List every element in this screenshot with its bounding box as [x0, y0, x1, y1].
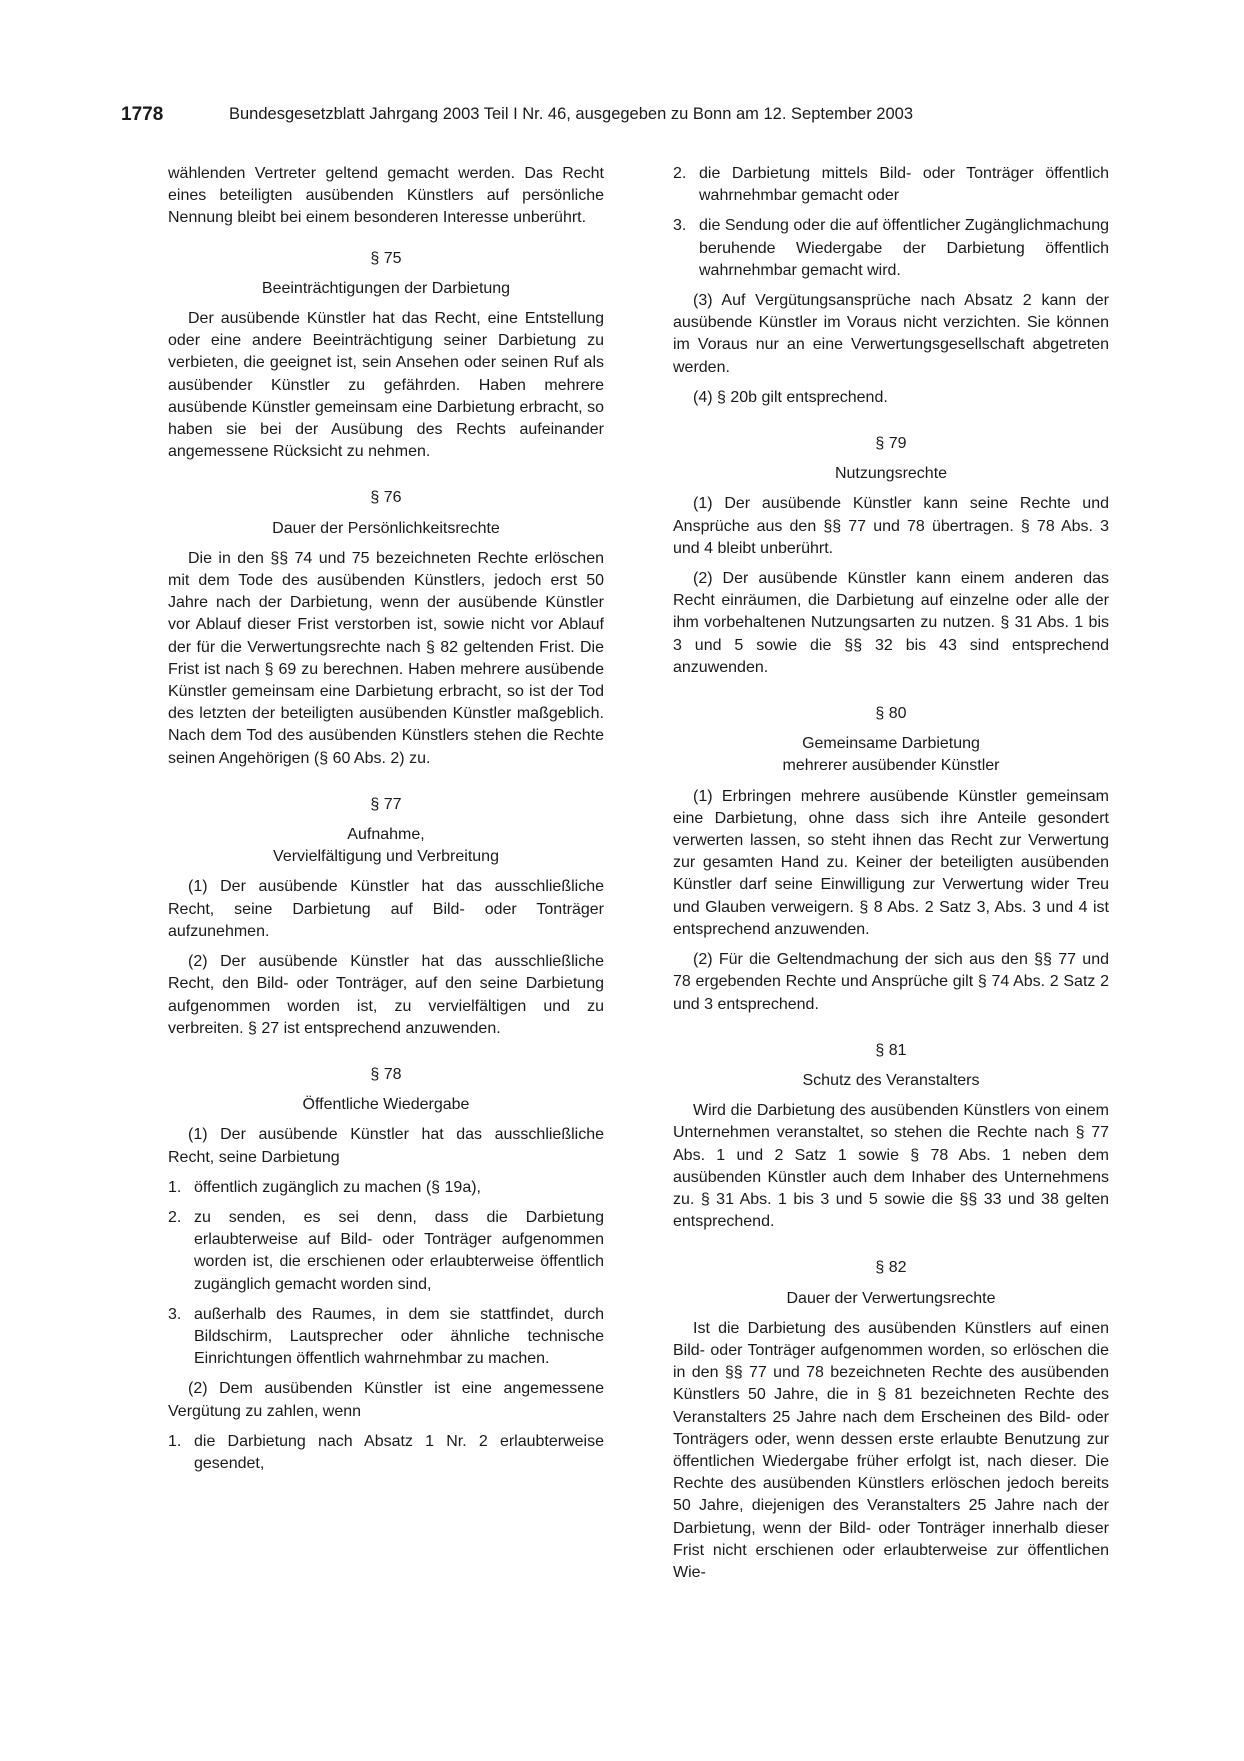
section-81-number: § 81: [875, 1041, 907, 1059]
section-78-paragraph-4: (4) § 20b gilt entsprechend.: [693, 388, 888, 406]
section-77-paragraph-1: (1) Der ausübende Künstler hat das ausschließliche Recht, seine Darbietung auf Bild- oder Tonträger aufzunehmen.: [168, 878, 604, 940]
list-item-number: 3.: [673, 217, 687, 235]
section-77-title-line1: Aufnahme,: [347, 826, 425, 844]
section-79-paragraph-2: (2) Der ausübende Künstler kann einem anderen das Recht einräumen, die Darbietung auf einzelne oder alle der ihm vorbehaltenen Nutzungsarten zu nutzen. § 31 Abs. 1 bis 3 und 5 sowie die §§ 32 bis 43 sind entsprechend anzuwenden.: [673, 570, 1109, 676]
intro-paragraph: wählenden Vertreter geltend gemacht werden. Das Recht eines beteiligten ausübenden Künstlers auf persönliche Nennung bleibt bei einem besonderen Interesse unberührt.: [168, 165, 604, 227]
page-number: 1778: [121, 104, 164, 125]
section-77-number: § 77: [370, 795, 402, 813]
section-75-paragraph: Der ausübende Künstler hat das Recht, eine Entstellung oder eine andere Beeinträchtigung seiner Darbietung zu verbieten, die geeignet ist, sein Ansehen oder seinen Ruf als ausübender Künstler zu gefährden. Haben mehrere ausübende Künstler gemeinsam eine Darbietung erbracht, so haben sie bei der Ausübung des Rechts aufeinander angemessene Rücksicht zu nehmen.: [168, 310, 604, 461]
list-item-text: die Darbietung nach Absatz 1 Nr. 2 erlaubterweise gesendet,: [194, 1432, 604, 1472]
list-item-number: 3.: [168, 1305, 182, 1323]
section-75-number: § 75: [370, 249, 402, 267]
section-77-paragraph-2: (2) Der ausübende Künstler hat das ausschließliche Recht, den Bild- oder Tonträger, auf den seine Darbietung aufgenommen worden ist, zu vervielfältigen und zu verbreiten. § 27 ist entsprechend anzuwenden.: [168, 953, 604, 1037]
section-79-title: Nutzungsrechte: [834, 465, 948, 483]
section-76-title: Dauer der Persönlichkeitsrechte: [272, 519, 500, 537]
section-80-title-line1: Gemeinsame Darbietung: [802, 735, 980, 753]
section-76-number: § 76: [370, 489, 402, 507]
list-item: [673, 163, 1109, 207]
list-item-number: 2.: [673, 165, 687, 182]
section-81-paragraph: Wird die Darbietung des ausübenden Künstlers von einem Unternehmen veranstaltet, so stehen die Rechte nach § 77 Abs. 1 und 2 Satz 1 sowie § 78 Abs. 1 neben dem ausübenden Künstler auch dem Inhaber des Unternehmens zu. § 31 Abs. 1 bis 3 und 5 sowie die §§ 33 und 38 gelten entsprechend.: [673, 1102, 1109, 1231]
list-item: [673, 215, 1109, 282]
list-item-text: öffentlich zugänglich zu machen (§ 19a),: [194, 1178, 481, 1196]
section-76-paragraph: Die in den §§ 74 und 75 bezeichneten Rechte erlöschen mit dem Tode des ausübenden Künstlers, jedoch erst 50 Jahre nach der Darbietung, wenn der ausübende Künstler vor Ablauf dieser Frist verstorben ist, sowie nicht vor Ablauf der für die Verwertungsrechte nach § 82 geltenden Frist. Die Frist ist nach § 69 zu berechnen. Haben mehrere ausübende Künstler gemeinsam eine Darbietung erbracht, so ist der Tod des letzten der beteiligten ausübenden Künstler maßgeblich. Nach dem Tod des ausübenden Künstlers stehen die Rechte seinen Angehörigen (§ 60 Abs. 2) zu.: [168, 549, 604, 767]
running-title: Bundesgesetzblatt Jahrgang 2003 Teil I Nr. 46, ausgegeben zu Bonn am 12. September 2003: [229, 105, 914, 123]
section-79-number: § 79: [875, 435, 907, 453]
section-78-paragraph-3: (3) Auf Vergütungsansprüche nach Absatz 2 kann der ausübende Künstler im Voraus nicht verzichten. Sie können im Voraus nur an eine Verwertungsgesellschaft abgetreten werden.: [673, 292, 1109, 376]
section-78-paragraph-1: (1) Der ausübende Künstler hat das ausschließliche Recht, seine Darbietung: [168, 1126, 604, 1166]
list-item: [168, 1207, 604, 1296]
section-82-number: § 82: [875, 1259, 907, 1277]
right-column: [673, 163, 1109, 1592]
list-item: [168, 1304, 604, 1371]
list-item: [168, 1177, 604, 1199]
section-81-title: Schutz des Veranstalters: [802, 1071, 980, 1089]
section-80-title-line2: mehrerer ausübender Künstler: [782, 757, 1000, 775]
list-item: [168, 1431, 604, 1475]
section-75-title: Beeinträchtigungen der Darbietung: [261, 279, 511, 297]
section-82-paragraph: Ist die Darbietung des ausübenden Künstlers auf einen Bild- oder Tonträger aufgenommen worden, so erlöschen die in den §§ 77 und 78 bezeichneten Rechte des ausübenden Künstlers 50 Jahre, die in § 81 bezeichneten Rechte des Veranstalters 25 Jahre nach dem Erscheinen des Bild- oder Tonträgers oder, wenn dessen erste erlaubte Benutzung zur öffentlichen Wiedergabe früher erfolgt ist, nach dieser. Die Rechte des ausübenden Künstlers erlöschen jedoch bereits 50 Jahre, diejenigen des Veranstalters 25 Jahre nach der Darbietung, wenn der Bild- oder Tonträger innerhalb dieser Frist nicht erschienen oder erlaubterweise zur öffentlichen Wie-: [673, 1319, 1109, 1581]
left-column: [168, 163, 604, 1483]
section-82-title: Dauer der Verwertungsrechte: [786, 1289, 996, 1307]
section-78-title: Öffentliche Wiedergabe: [302, 1096, 470, 1114]
page-header: [121, 104, 1123, 130]
list-item-text: zu senden, es sei denn, dass die Darbietung erlaubterweise auf Bild- oder Tonträger aufgenommen worden ist, die erschienen oder erlaubterweise öffentlich zugänglich gemacht worden sind,: [194, 1208, 604, 1293]
section-80-number: § 80: [875, 705, 907, 723]
list-item-text: außerhalb des Raumes, in dem sie stattfindet, durch Bildschirm, Lautsprecher oder ähnliche technische Einrichtungen öffentlich wahrnehmbar zu machen.: [194, 1305, 604, 1368]
list-item-text: die Sendung oder die auf öffentlicher Zugänglichmachung beruhende Wiedergabe der Darbietung öffentlich wahrnehmbar gemacht wird.: [699, 217, 1109, 279]
section-80-paragraph-2: (2) Für die Geltendmachung der sich aus den §§ 77 und 78 ergebenden Rechte und Ansprüche gilt § 74 Abs. 2 Satz 2 und 3 entsprechend.: [673, 951, 1109, 1013]
section-80-paragraph-1: (1) Erbringen mehrere ausübende Künstler gemeinsam eine Darbietung, ohne dass sich ihre Anteile gesondert verwerten lassen, so steht ihnen das Recht zur Verwertung zur gesamten Hand zu. Keiner der beteiligten ausübenden Künstler darf seine Einwilligung zur Verwertung wider Treu und Glauben verweigern. § 8 Abs. 2 Satz 3, Abs. 3 und 4 ist entsprechend anzuwenden.: [673, 787, 1109, 938]
section-78-number: § 78: [370, 1065, 402, 1083]
section-79-paragraph-1: (1) Der ausübende Künstler kann seine Rechte und Ansprüche aus den §§ 77 und 78 übertragen. § 78 Abs. 3 und 4 bleibt unberührt.: [673, 495, 1109, 557]
list-item-number: 1.: [168, 1432, 182, 1450]
list-item-text: die Darbietung mittels Bild- oder Tonträger öffentlich wahrnehmbar gemacht oder: [699, 165, 1109, 205]
section-77-title-line2: Vervielfältigung und Verbreitung: [273, 848, 499, 866]
section-78-paragraph-2: (2) Dem ausübenden Künstler ist eine angemessene Vergütung zu zahlen, wenn: [168, 1380, 604, 1420]
list-item-number: 1.: [168, 1178, 182, 1196]
list-item-number: 2.: [168, 1208, 182, 1226]
